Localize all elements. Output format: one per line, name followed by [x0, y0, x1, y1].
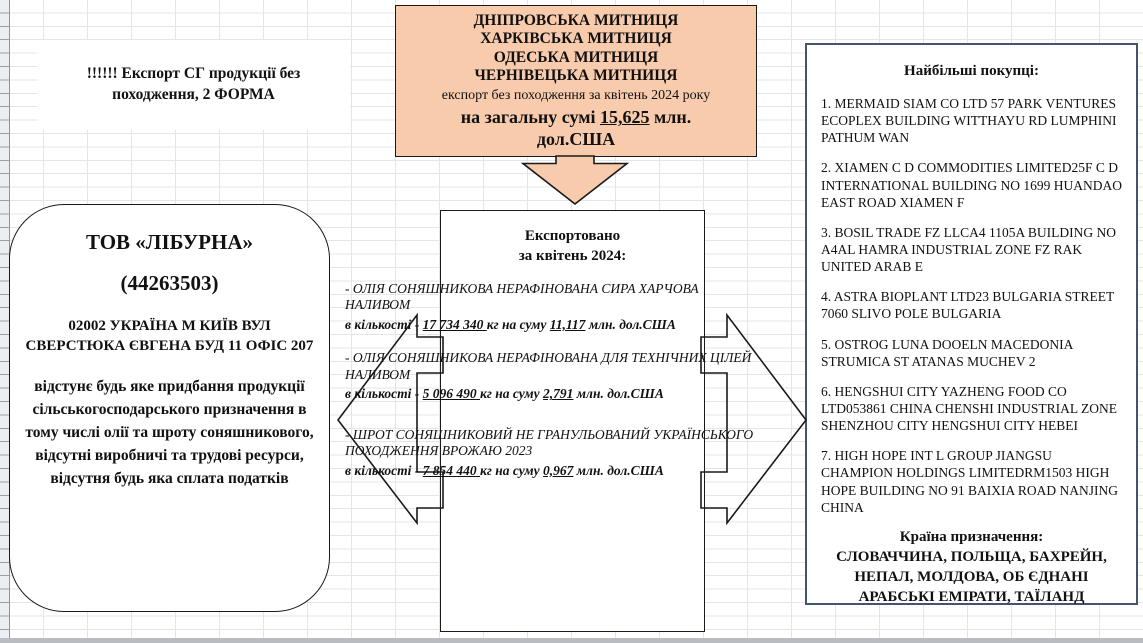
product-quantity: в кількості - 7 854 440 кг на суму 0,967 млн. дол.США — [345, 462, 664, 478]
product-name: - ШРОТ СОНЯШНИКОВИЙ НЕ ГРАНУЛЬОВАНИЙ УКРАЇНСЬКОГО ПОХОДЖЕННЯ ВРОЖАЮ 2023 — [345, 426, 754, 459]
company-note: відстунє будь яке придбання продукції сільськогосподарського призначення в тому числі олії та шроту соняшникового, відсутні виробничі та трудові ресурси, відсутня будь яка сплата податків — [25, 378, 314, 487]
product-quantity: в кількості - 17 734 340 кг на суму 11,117 млн. дол.США — [345, 316, 676, 332]
company-code: (44263503) — [120, 271, 219, 296]
buyers-title: Найбільші покупці: — [904, 63, 1039, 79]
buyer-item: 1. MERMAID SIAM CO LTD 57 PARK VENTURES ECOPLEX BUILDING WITTHAYU RD LUMPHINI PATHUM WAN — [821, 96, 1117, 146]
export-item — [345, 427, 795, 479]
export-item — [345, 350, 757, 402]
export-form-note-text: !!!!!! Експорт СГ продукції без походження, 2 ФОРМА — [86, 65, 301, 103]
company-address: 02002 УКРАЇНА М КИЇВ ВУЛ СВЕРСТЮКА ЄВГЕНА БУД 11 ОФІС 207 — [25, 318, 314, 354]
buyer-item: 5. OSTROG LUNA DOOELN MACEDONIA STRUMICA ST ATANAS MUCHEV 2 — [821, 336, 1073, 369]
product-quantity: в кількості - 5 096 490 кг на суму 2,791 млн. дол.США — [345, 386, 664, 402]
down-arrow[interactable] — [523, 156, 627, 204]
product-name: - ОЛІЯ СОНЯШНИКОВА НЕРАФІНОВАНА ДЛЯ ТЕХНІЧНИХ ЦІЛЕЙ НАЛИВОМ — [345, 350, 752, 382]
buyer-item: 7. HIGH HOPE INT L GROUP JIANGSU CHAMPION HOLDINGS LIMITEDRM1503 HIGH HOPE BUILDING NO 91 BAIXIA ROAD NANJING CHINA — [821, 448, 1118, 515]
destination-countries: СЛОВАЧЧИНА, ПОЛЬЩА, БАХРЕЙН, НЕПАЛ, МОЛДОВА, ОБ ЄДНАНІ АРАБСЬКІ ЕМІРАТИ, ТАЇЛАНД — [836, 548, 1107, 606]
customs-line: ОДЕСЬКА МИТНИЦЯ — [493, 48, 659, 66]
buyer-item: 4. ASTRA BIOPLANT LTD23 BULGARIA STREET 7060 SLIVO POLE BULGARIA — [821, 289, 1115, 322]
customs-line: ЧЕРНІВЕЦЬКА МИТНИЦЯ — [474, 66, 678, 84]
destination-title: Країна призначення: — [899, 528, 1044, 545]
export-box-title: Експортовано за квітень 2024: — [518, 228, 627, 264]
export-items — [345, 281, 757, 496]
buyer-item: 3. BOSIL TRADE FZ LLCA4 1105A BUILDING NO A4AL HAMRA INDUSTRIAL ZONE FZ RAK UNITED ARAB E — [821, 224, 1116, 275]
product-name: - ОЛІЯ СОНЯШНИКОВА НЕРАФІНОВАНА СИРА ХАРЧОВА НАЛИВОМ — [345, 281, 699, 313]
customs-subtitle: експорт без походження за квітень 2024 року — [441, 88, 711, 104]
company-name: ТОВ «ЛІБУРНА» — [85, 230, 254, 254]
customs-total: на загальну сумі 15,625 млн. дол.США — [460, 107, 692, 149]
customs-line: ДНІПРОВСЬКА МИТНИЦЯ — [473, 12, 679, 29]
buyer-item: 6. HENGSHUI CITY YAZHENG FOOD CO LTD053861 CHINA CHENSHI INDUSTRIAL ZONE SHENZHOU CITY HENGSHUI CITY HEBEI — [821, 383, 1117, 434]
export-item — [345, 281, 757, 333]
buyer-item: 2. XIAMEN C D COMMODITIES LIMITED25F C D INTERNATIONAL BUILDING NO 1699 HUANDAO EAST ROAD XIAMEN F — [821, 160, 1122, 210]
customs-line: ХАРКІВСЬКА МИТНИЦЯ — [480, 30, 672, 48]
customs-total-value: 15,625 — [599, 107, 650, 128]
